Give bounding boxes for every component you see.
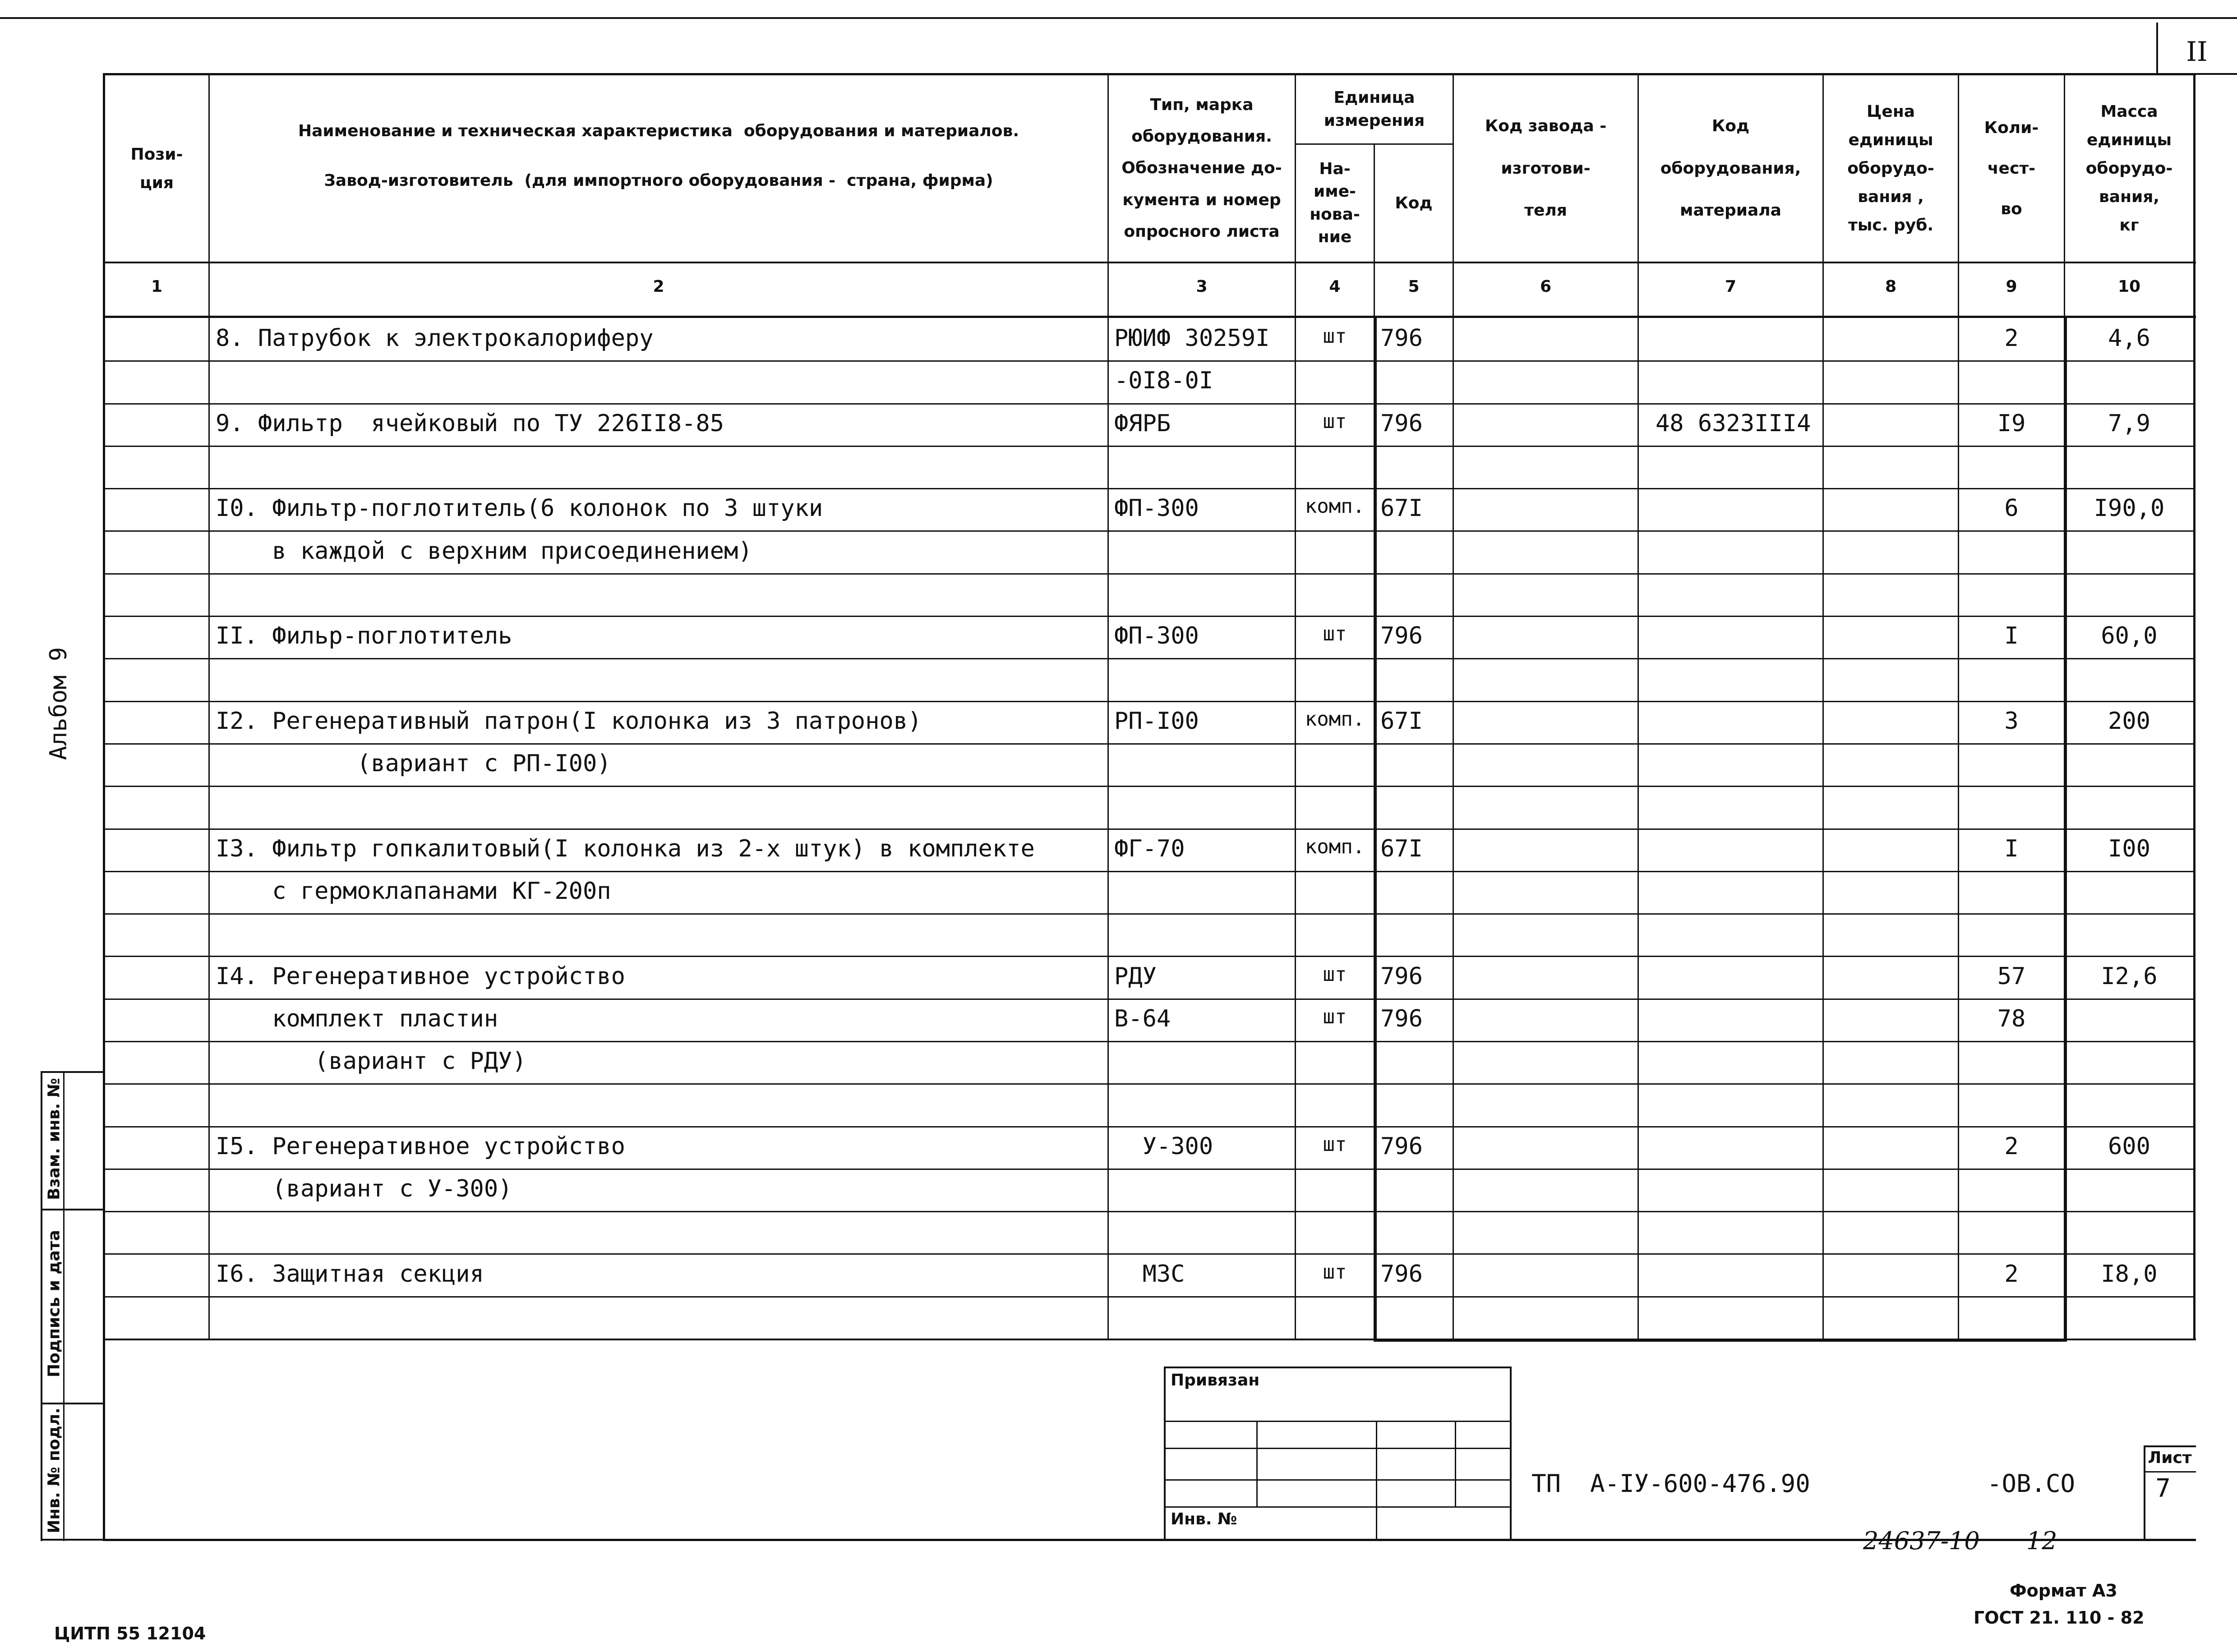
cell-mass: I90,0 [2094, 495, 2165, 522]
cell-unit: комп. [1305, 495, 1365, 518]
cell-unit: шт [1323, 622, 1347, 645]
row-divider [105, 403, 2194, 405]
cell-code: 796 [1380, 622, 1423, 649]
cell-mass: 200 [2108, 708, 2150, 735]
stamp-privyazan: Привязан [1171, 1371, 1260, 1390]
row-divider [105, 701, 2194, 702]
row-divider [105, 743, 2194, 745]
cell-mass: I8,0 [2101, 1261, 2158, 1288]
cell-qty: I9 [1997, 410, 2026, 437]
cell-name: II. Фильр-поглотитель [216, 622, 512, 649]
cell-name: I0. Фильтр-поглотитель(6 колонок по 3 штуки [216, 495, 823, 522]
handwritten-number: 24637-10 12 [1863, 1527, 2057, 1555]
cell-name: (вариант с РДУ) [216, 1048, 526, 1075]
footer-gost: ГОСТ 21. 110 - 82 [1974, 1608, 2145, 1628]
cell-name: 9. Фильтр ячейковый по ТУ 226II8-85 [216, 410, 724, 437]
cell-code: 796 [1380, 410, 1423, 437]
cell-qty: 6 [2004, 495, 2019, 522]
cell-code: 796 [1380, 1261, 1423, 1288]
header-name-line2: Завод-изготовитель (для импортного оборудования - страна, фирма) [324, 171, 993, 190]
cell-mass: 4,6 [2108, 325, 2150, 352]
cell-name: I5. Регенеративное устройство [216, 1133, 625, 1160]
header-mass: Масса единицы оборудо- вания, кг [2085, 102, 2173, 235]
cell-unit: шт [1323, 1005, 1347, 1028]
row-divider [105, 1083, 2194, 1085]
column-number: 5 [1408, 277, 1420, 296]
row-divider [105, 871, 2194, 872]
cell-mass: 7,9 [2108, 410, 2150, 437]
cell-qty: 78 [1997, 1005, 2026, 1032]
cell-type: РЮИФ 30259I [1114, 325, 1270, 352]
header-type: Тип, марка оборудования. Обозначение до- кумента и номер опросного листа [1121, 96, 1282, 241]
header-quantity: Коли- чест- во [1984, 118, 2039, 218]
doc-code: ТП А-IУ-600-476.90 [1531, 1469, 1810, 1498]
cell-mass: 60,0 [2101, 622, 2158, 649]
header-position: Пози- ция [130, 145, 183, 192]
cell-name: 8. Патрубок к электрокалориферу [216, 325, 654, 352]
cell-unit: шт [1323, 410, 1347, 433]
album-label: Альбом 9 [45, 647, 72, 760]
side-vzam: Взам. инв. № [45, 1078, 64, 1200]
doc-suffix: -ОВ.СО [1987, 1469, 2076, 1498]
header-factory-code: Код завода - изготови- теля [1485, 117, 1607, 220]
cell-code: 796 [1380, 1133, 1423, 1160]
cell-name: I2. Регенеративный патрон(I колонка из 3 патронов) [216, 708, 922, 735]
cell-mass: I00 [2108, 835, 2150, 862]
row-divider [105, 446, 2194, 447]
cell-name: I6. Защитная секция [216, 1261, 484, 1288]
column-number: 2 [653, 277, 664, 296]
cell-unit: комп. [1305, 835, 1365, 858]
cell-type: ФП-300 [1114, 622, 1199, 649]
cell-type: В-64 [1114, 1005, 1171, 1032]
cell-mass: 600 [2108, 1133, 2150, 1160]
column-number: 6 [1540, 277, 1552, 296]
cell-unit: шт [1323, 325, 1347, 348]
header-unit-name: На- име- нова- ние [1310, 159, 1360, 246]
column-number: 10 [2117, 277, 2141, 296]
cell-code: 67I [1380, 495, 1423, 522]
cell-code: 67I [1380, 708, 1423, 735]
header-name-line1: Наименование и техническая характеристика оборудования и материалов. [298, 122, 1019, 140]
cell-type: РП-I00 [1114, 708, 1199, 735]
cell-code: 796 [1380, 963, 1423, 990]
cell-code: 796 [1380, 1005, 1423, 1032]
cell-name: комплект пластин [216, 1005, 498, 1032]
header-unit-group: Единица измерения [1324, 88, 1425, 130]
cell-qty: 3 [2004, 708, 2019, 735]
cell-type: -0I8-0I [1114, 367, 1213, 394]
row-divider [105, 786, 2194, 787]
cell-name: в каждой с верхним присоединением) [216, 538, 752, 565]
row-divider [105, 999, 2194, 1000]
row-divider [105, 488, 2194, 489]
header-material-code: Код оборудования, материала [1660, 117, 1801, 220]
row-divider [105, 1041, 2194, 1042]
cell-type: ФГ-70 [1114, 835, 1185, 862]
column-number: 9 [2006, 277, 2017, 296]
side-podpis: Подпись и дата [45, 1230, 64, 1377]
cell-code: 67I [1380, 835, 1423, 862]
sheet-corner-number: II [2186, 36, 2208, 68]
cell-name: с гермоклапанами КГ-200п [216, 878, 611, 905]
column-number: 4 [1329, 277, 1341, 296]
cell-code: 796 [1380, 325, 1423, 352]
column-number: 8 [1885, 277, 1897, 296]
row-divider [105, 1211, 2194, 1212]
row-divider [105, 1253, 2194, 1255]
cell-qty: 2 [2004, 1133, 2019, 1160]
list-number: 7 [2155, 1474, 2171, 1503]
row-divider [105, 658, 2194, 659]
cell-unit: шт [1323, 1133, 1347, 1156]
row-divider [105, 616, 2194, 617]
cell-name: (вариант с РП-I00) [216, 750, 611, 777]
row-divider [105, 573, 2194, 575]
header-price: Цена единицы оборудо- вания , тыс. руб. [1847, 102, 1934, 235]
row-divider [105, 1126, 2194, 1127]
cell-name: (вариант с У-300) [216, 1175, 512, 1202]
column-number: 7 [1725, 277, 1737, 296]
cell-qty: I [2004, 835, 2019, 862]
row-divider [105, 913, 2194, 915]
footer-citp: ЦИТП 55 12104 [54, 1624, 206, 1643]
column-number: 1 [151, 277, 163, 296]
cell-qty: 57 [1997, 963, 2026, 990]
stamp-inv-no: Инв. № [1171, 1510, 1237, 1528]
cell-type: МЗС [1114, 1261, 1185, 1288]
row-divider [105, 360, 2194, 362]
cell-mcode: 48 6323III4 [1656, 410, 1811, 437]
row-divider [105, 956, 2194, 957]
header-unit-code: Код [1395, 194, 1433, 212]
cell-type: У-300 [1114, 1133, 1213, 1160]
cell-qty: I [2004, 622, 2019, 649]
footer-format: Формат А3 [2010, 1581, 2117, 1601]
cell-unit: комп. [1305, 708, 1365, 731]
row-divider [105, 1169, 2194, 1170]
cell-unit: шт [1323, 1261, 1347, 1284]
side-inv: Инв. № подл. [45, 1408, 64, 1533]
cell-type: ФП-300 [1114, 495, 1199, 522]
cell-qty: 2 [2004, 1261, 2019, 1288]
cell-name: I4. Регенеративное устройство [216, 963, 625, 990]
row-divider [105, 828, 2194, 830]
list-label: Лист [2148, 1449, 2192, 1467]
row-divider [105, 1296, 2194, 1298]
cell-mass: I2,6 [2101, 963, 2158, 990]
column-number: 3 [1196, 277, 1208, 296]
cell-name: I3. Фильтр гопкалитовый(I колонка из 2-х штук) в комплекте [216, 835, 1035, 862]
cell-qty: 2 [2004, 325, 2019, 352]
cell-type: РДУ [1114, 963, 1157, 990]
cell-unit: шт [1323, 963, 1347, 986]
row-divider [105, 530, 2194, 532]
cell-type: ФЯРБ [1114, 410, 1171, 437]
